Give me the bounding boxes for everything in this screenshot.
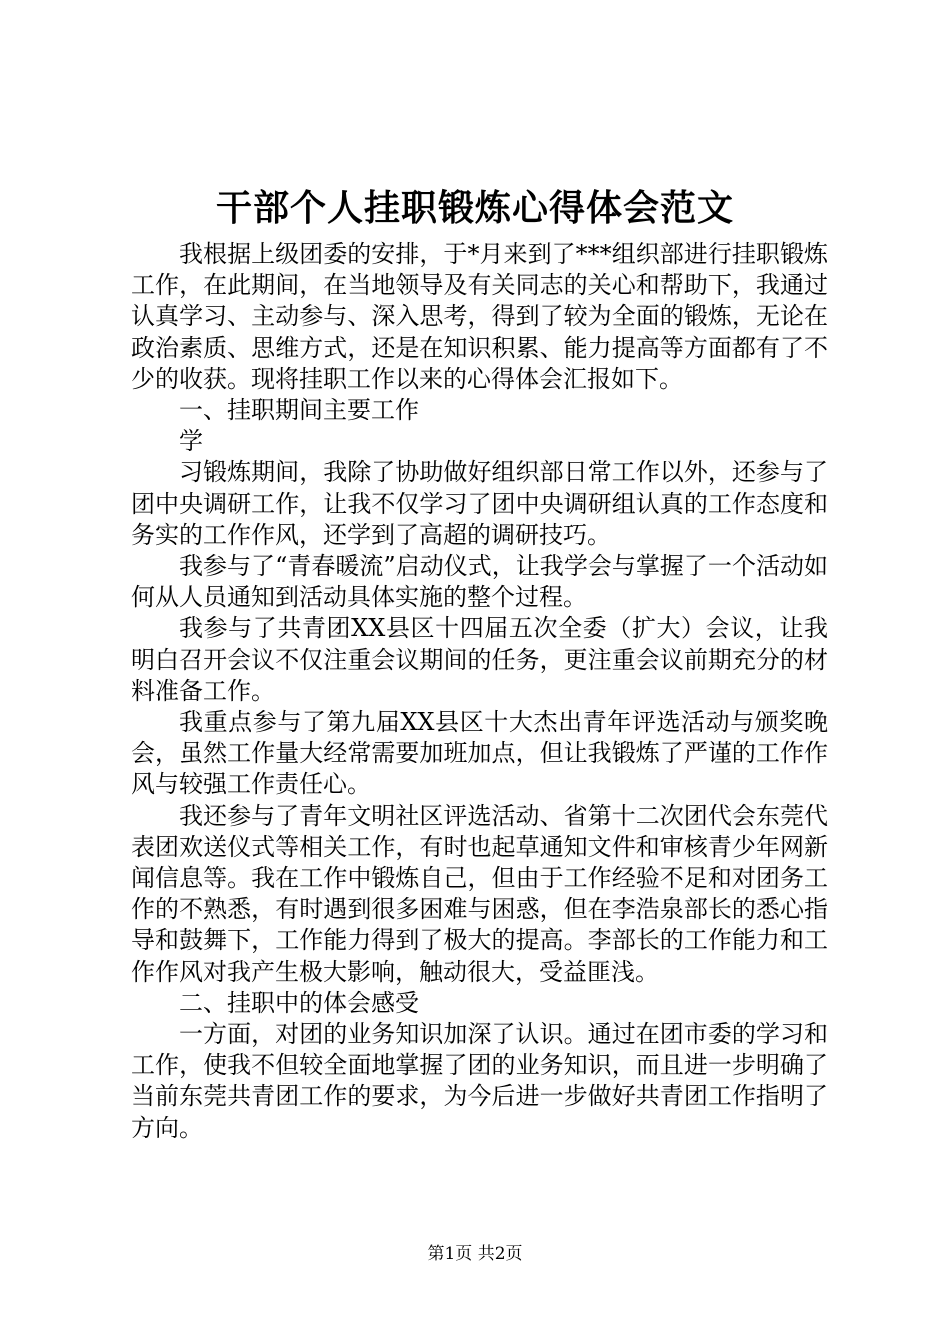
paragraph-fragment: 学 (179, 427, 203, 456)
paragraph-knowledge: 一方面，对团的业务知识加深了认识。通过在团市委的学习和工作，使我不但较全面地掌握了团的业务知识，而且进一步明确了当前东莞共青团工作的要求，为今后进一步做好共青团工作指明了方向。 (131, 1020, 828, 1142)
document-title: 干部个人挂职锻炼心得体会范文 (215, 187, 734, 229)
paragraph-other-work: 我还参与了青年文明社区评选活动、省第十二次团代会东莞代表团欢送仪式等相关工作，有时也起草通知文件和审核青少年网新闻信息等。我在工作中锻炼自己，但由于工作经验不足和对团务工作的不熟悉，有时遇到很多困难与困惑，但在李浩泉部长的悉心指导和鼓舞下，工作能力得到了极大的提高。李部长的工作能力和工作作风对我产生极大影响，触动很大，受益匪浅。 (131, 801, 828, 986)
paragraph-youth-warmth: 我参与了“青春暖流”启动仪式，让我学会与掌握了一个活动如何从人员通知到活动具体实施的整个过程。 (131, 552, 828, 612)
paragraph-plenary-meeting: 我参与了共青团XX县区十四届五次全委（扩大）会议，让我明白召开会议不仅注重会议期间的任务，更注重会议前期充分的材料准备工作。 (131, 614, 828, 705)
section-heading-1: 一、挂职期间主要工作 (179, 396, 419, 425)
paragraph-intro: 我根据上级团委的安排，于*月来到了***组织部进行挂职锻炼工作，在此期间，在当地领导及有关同志的关心和帮助下，我通过认真学习、主动参与、深入思考，得到了较为全面的锻炼，无论在政治素质、思维方式，还是在知识积累、能力提高等方面都有了不少的收获。现将挂职工作以来的心得体会汇报如下。 (131, 240, 828, 393)
document-body (131, 239, 828, 1144)
paragraph-study: 习锻炼期间，我除了协助做好组织部日常工作以外，还参与了团中央调研工作，让我不仅学习了团中央调研组认真的工作态度和务实的工作作风，还学到了高超的调研技巧。 (131, 458, 828, 549)
page-footer: 第1页 共2页 (427, 1244, 523, 1264)
section-heading-2: 二、挂职中的体会感受 (179, 988, 419, 1017)
paragraph-youth-awards: 我重点参与了第九届XX县区十大杰出青年评选活动与颁奖晚会，虽然工作量大经常需要加班加点，但让我锻炼了严谨的工作作风与较强工作责任心。 (131, 708, 828, 799)
